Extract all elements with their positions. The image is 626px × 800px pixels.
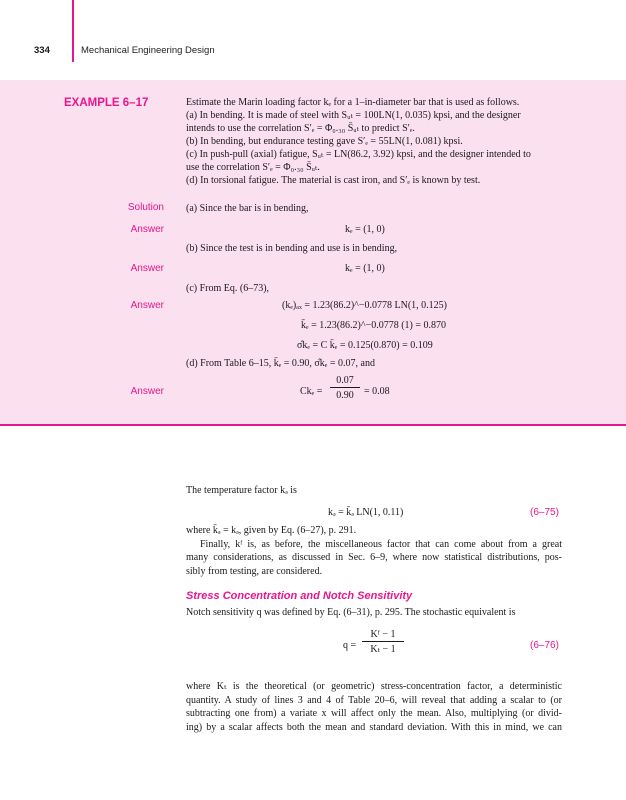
paragraph-where-kt bbox=[186, 680, 562, 734]
solution-d: (d) From Table 6–15, k̄ₑ = 0.90, σ̂kₑ = 0.07, and bbox=[186, 358, 375, 369]
answer-label: Answer bbox=[130, 224, 164, 235]
example-label: EXAMPLE 6–17 bbox=[64, 97, 149, 109]
problem-line: (c) In push-pull (axial) fatigue, Sᵤₜ = LN(86.2, 3.92) kpsi, and the designer intended to bbox=[186, 149, 531, 160]
paragraph-finally bbox=[186, 524, 562, 578]
fraction-denominator: Kₜ − 1 bbox=[370, 644, 396, 655]
section-title: Stress Concentration and Notch Sensitivity bbox=[186, 590, 413, 602]
equation-6-75: kₔ = k̄ₔ LN(1, 0.11) bbox=[328, 507, 404, 518]
solution-c: (c) From Eq. (6–73), bbox=[186, 283, 270, 294]
para-line: many considerations, as discussed in Sec. 6–9, where now statistical distributions, pos- bbox=[186, 552, 562, 563]
equation-6-76-fraction bbox=[362, 629, 404, 655]
solution-a: (a) Since the bar is in bending, bbox=[186, 203, 309, 214]
equation-c3: σ̂kₑ = C k̄ₑ = 0.125(0.870) = 0.109 bbox=[297, 340, 433, 351]
problem-line: Estimate the Marin loading factor kₑ for a 1–in-diameter bar that is used as follows. bbox=[186, 97, 520, 108]
example-box-rule bbox=[0, 424, 626, 426]
equation-a: kₑ = (1, 0) bbox=[345, 224, 385, 235]
equation-d-rhs: = 0.08 bbox=[364, 386, 390, 397]
fraction-numerator: 0.07 bbox=[330, 375, 360, 388]
equation-c1: (kₑ)ₐₓ = 1.23(86.2)^−0.0778 LN(1, 0.125) bbox=[282, 300, 447, 311]
para-line: Finally, kᶠ is, as before, the miscellaneous factor that can come about from a great bbox=[200, 538, 562, 550]
problem-line: use the correlation S′ₑ = Φ₀.₃₀ S̄ᵤₜ. bbox=[186, 162, 320, 173]
equation-c2: k̄ₑ = 1.23(86.2)^−0.0778 (1) = 0.870 bbox=[301, 320, 446, 331]
temperature-intro: The temperature factor kₔ is bbox=[186, 485, 297, 496]
answer-label: Answer bbox=[130, 263, 164, 274]
header-rule bbox=[72, 0, 74, 62]
page-number: 334 bbox=[34, 45, 50, 56]
fraction-numerator: Kᶠ − 1 bbox=[362, 629, 404, 642]
para-line: where k̄ₔ = kₔ, given by Eq. (6–27), p. 291. bbox=[186, 525, 357, 536]
para-line: ing) by a scalar affects both the mean and standard deviation. With this in mind, we can bbox=[186, 721, 562, 733]
solution-label: Solution bbox=[127, 202, 164, 213]
problem-line: (d) In torsional fatigue. The material is cast iron, and S′ₑ is known by test. bbox=[186, 175, 481, 186]
para-line: quantity. A study of lines 3 and 4 of Table 20–6, will reveal that adding a scalar to (or bbox=[186, 694, 562, 706]
equation-d-fraction bbox=[330, 375, 360, 401]
para-line: sibly from testing, are considered. bbox=[186, 565, 323, 577]
equation-d-lhs: Ckₑ = bbox=[300, 386, 323, 397]
fraction-denominator: 0.90 bbox=[336, 390, 354, 401]
equation-b: kₑ = (1, 0) bbox=[345, 263, 385, 274]
problem-line: intends to use the correlation S′ₑ = Φ₀.₃₀ S̄ᵤₜ to predict S′ₑ. bbox=[186, 123, 415, 134]
problem-line: (a) In bending. It is made of steel with Sᵤₜ = 100LN(1, 0.035) kpsi, and the designer bbox=[186, 110, 521, 121]
answer-label: Answer bbox=[130, 386, 164, 397]
equation-number-6-75: (6–75) bbox=[530, 507, 559, 518]
para-line: subtracting one from) a variate x will affect only the mean. Also, multiplying (or divid- bbox=[186, 708, 562, 719]
answer-label: Answer bbox=[130, 300, 164, 311]
para-line: where Kₜ is the theoretical (or geometric) stress-concentration factor, a deterministic bbox=[186, 681, 562, 692]
equation-number-6-76: (6–76) bbox=[530, 640, 559, 651]
problem-line: (b) In bending, but endurance testing gave S′ₑ = 55LN(1, 0.081) kpsi. bbox=[186, 136, 463, 147]
notch-intro: Notch sensitivity q was defined by Eq. (6–31), p. 295. The stochastic equivalent is bbox=[186, 607, 516, 618]
solution-b: (b) Since the test is in bending and use is in bending, bbox=[186, 243, 398, 254]
running-title: Mechanical Engineering Design bbox=[81, 45, 215, 56]
equation-6-76-lhs: q = bbox=[343, 640, 357, 651]
